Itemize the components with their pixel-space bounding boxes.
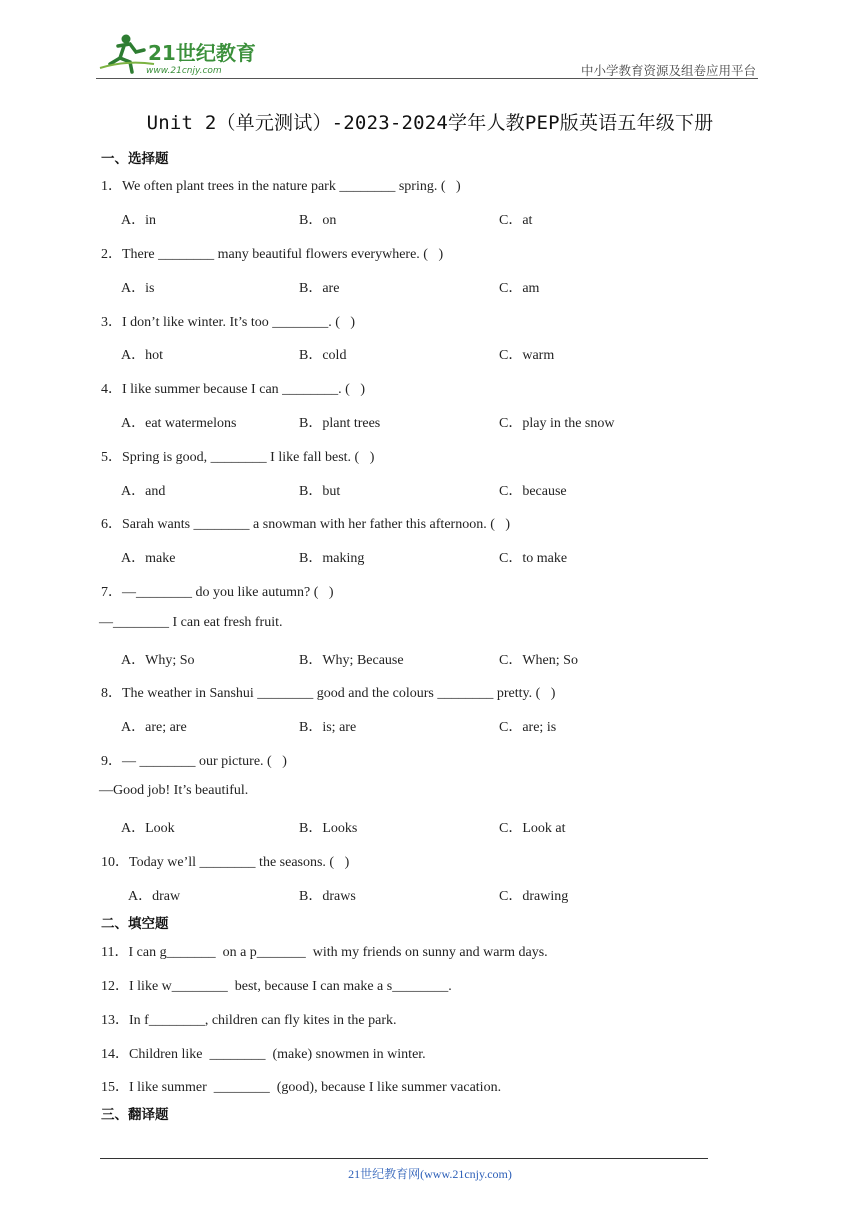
option-8c: C．are; is <box>499 720 557 735</box>
fill-question-12: 12．I like w________ best, because I can make a s________. <box>101 979 452 994</box>
option-2a: A．is <box>121 281 155 296</box>
fill-question-15: 15．I like summer ________ (good), because I like summer vacation. <box>101 1080 502 1095</box>
option-9a: A．Look <box>121 821 175 836</box>
fill-question-13: 13．In f________, children can fly kites in the park. <box>101 1013 397 1028</box>
option-3a: A．hot <box>121 348 163 363</box>
option-7c: C．When; So <box>499 653 578 668</box>
fill-question-14: 14．Children like ________ (make) snowmen in winter. <box>101 1047 426 1062</box>
option-3c: C．warm <box>499 348 555 363</box>
option-6b: B．making <box>299 551 365 566</box>
option-4a: A．eat watermelons <box>121 416 237 431</box>
page-header <box>96 30 758 78</box>
question-3: 3．I don’t like winter. It’s too ________. ( ) <box>101 315 356 330</box>
option-7b: B．Why; Because <box>299 653 404 668</box>
option-10c: C．drawing <box>499 889 569 904</box>
svg-text:21世纪教育: 21世纪教育 <box>148 41 256 65</box>
section-heading-fill-in: 二、填空题 <box>101 916 169 932</box>
option-8b: B．is; are <box>299 720 357 735</box>
header-divider <box>96 78 758 79</box>
fill-question-11: 11．I can g_______ on a p_______ with my friends on sunny and warm days. <box>101 945 548 960</box>
option-1c: C．at <box>499 213 533 228</box>
option-8a: A．are; are <box>121 720 187 735</box>
question-6: 6．Sarah wants ________ a snowman with her father this afternoon. ( ) <box>101 517 511 532</box>
option-5a: A．and <box>121 484 166 499</box>
option-4b: B．plant trees <box>299 416 381 431</box>
option-6a: A．make <box>121 551 176 566</box>
question-4: 4．I like summer because I can ________. ( ) <box>101 382 365 397</box>
svg-text:www.21cnjy.com: www.21cnjy.com <box>146 66 222 76</box>
section-heading-multiple-choice: 一、选择题 <box>101 151 169 167</box>
header-platform-text: 中小学教育资源及组卷应用平台 <box>580 63 756 78</box>
option-3b: B．cold <box>299 348 347 363</box>
option-1b: B．on <box>299 213 337 228</box>
option-10a: A．draw <box>128 889 181 904</box>
runner-logo-icon <box>96 30 266 76</box>
footer-divider <box>100 1158 708 1159</box>
question-9-response: —Good job! It’s beautiful. <box>99 783 249 798</box>
page-title: Unit 2（单元测试）-2023-2024学年人教PEP版英语五年级下册 <box>146 112 714 134</box>
option-2c: C．am <box>499 281 540 296</box>
question-8: 8．The weather in Sanshui ________ good and the colours ________ pretty. ( ) <box>101 686 556 701</box>
option-9c: C．Look at <box>499 821 566 836</box>
option-10b: B．draws <box>299 889 356 904</box>
question-2: 2．There ________ many beautiful flowers everywhere. ( ) <box>101 247 444 262</box>
option-9b: B．Looks <box>299 821 358 836</box>
question-7: 7．—________ do you like autumn? ( ) <box>101 585 334 600</box>
question-7-response: —________ I can eat fresh fruit. <box>99 615 283 630</box>
option-2b: B．are <box>299 281 340 296</box>
option-5b: B．but <box>299 484 341 499</box>
section-heading-translation: 三、翻译题 <box>101 1107 169 1123</box>
option-7a: A．Why; So <box>121 653 195 668</box>
option-1a: A．in <box>121 213 156 228</box>
question-9: 9．— ________ our picture. ( ) <box>101 754 287 769</box>
option-6c: C．to make <box>499 551 568 566</box>
question-5: 5．Spring is good, ________ I like fall best. ( ) <box>101 450 375 465</box>
option-5c: C．because <box>499 484 567 499</box>
logo <box>96 30 266 76</box>
question-10: 10．Today we’ll ________ the seasons. ( ) <box>101 855 350 870</box>
option-4c: C．play in the snow <box>499 416 615 431</box>
question-1: 1．We often plant trees in the nature park ________ spring. ( ) <box>101 179 461 194</box>
footer-text: 21世纪教育网(www.21cnjy.com) <box>348 1167 512 1181</box>
